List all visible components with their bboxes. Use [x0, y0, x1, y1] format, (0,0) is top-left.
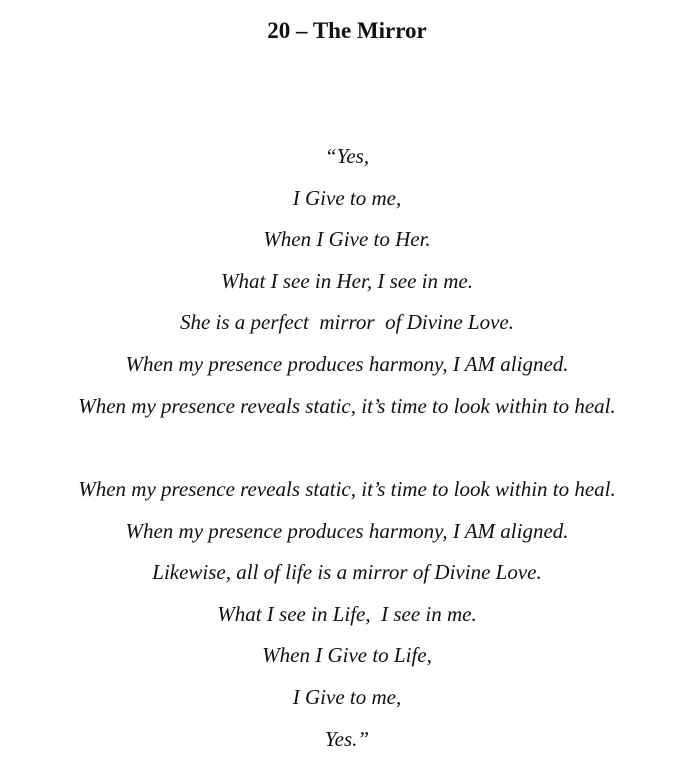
- poem-line: Yes.”: [324, 726, 370, 751]
- poem-line: She is a perfect mirror of Divine Love.: [179, 310, 514, 335]
- poem-line: When I Give to Life,: [262, 643, 432, 668]
- poem-line: When I Give to Her.: [263, 227, 431, 252]
- poem-line: When my presence produces harmony, I AM aligned.: [125, 518, 569, 543]
- poem-line: When my presence produces harmony, I AM aligned.: [125, 351, 569, 376]
- poem-line: What I see in Her, I see in me.: [221, 268, 473, 293]
- stanza-2: [0, 474, 694, 765]
- poem-line: “Yes,: [324, 144, 370, 168]
- poem-line: Likewise, all of life is a mirror of Divine Love.: [152, 560, 542, 585]
- poem-line: I Give to me,: [292, 185, 402, 210]
- poem-title: 20 – The Mirror: [267, 18, 427, 43]
- stanza-1: [0, 141, 694, 432]
- poem-line: When my presence reveals static, it’s time to look within to heal.: [78, 477, 616, 501]
- poem-line: What I see in Life, I see in me.: [217, 601, 477, 626]
- poem-line: I Give to me,: [292, 684, 402, 709]
- poem-line: When my presence reveals static, it’s time to look within to heal.: [78, 393, 616, 418]
